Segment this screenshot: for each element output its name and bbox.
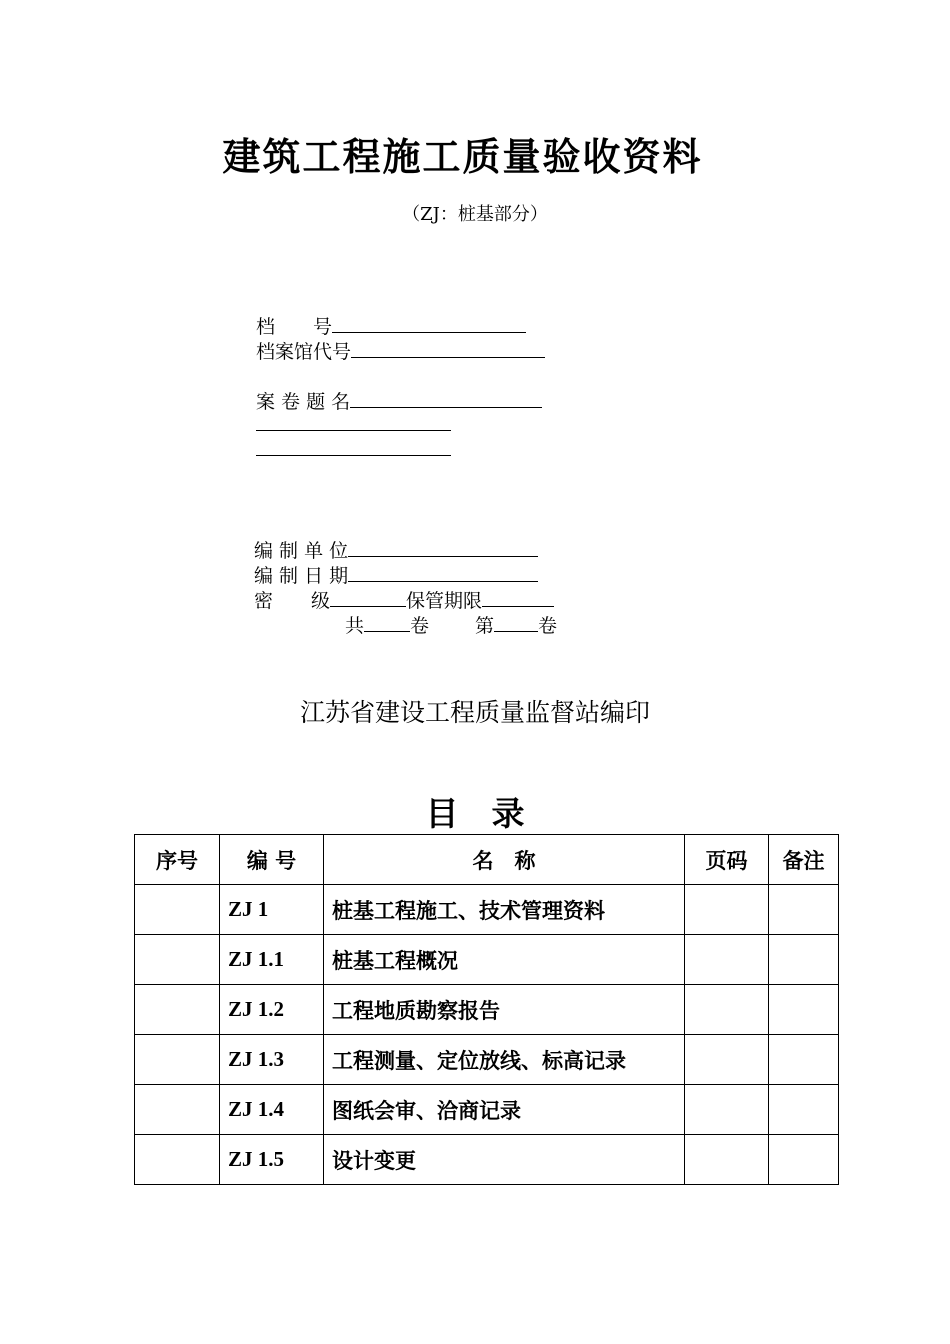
page-cell (685, 985, 769, 1035)
name-cell: 工程测量、定位放线、标高记录 (324, 1035, 685, 1085)
toc-header-row (135, 835, 839, 885)
total-suffix: 卷 (410, 615, 430, 637)
seq-cell (135, 935, 220, 985)
toc-table (134, 834, 839, 1185)
seq-cell (135, 1085, 220, 1135)
index-suffix: 卷 (538, 615, 558, 637)
table-row (135, 985, 839, 1035)
compile-date-label: 编 制 日 期 (254, 565, 349, 587)
document-title: 建筑工程施工质量验收资料 (222, 135, 703, 179)
archive-number-label: 档 号 (256, 316, 333, 338)
security-retention-field (254, 586, 554, 613)
volume-title-field (256, 387, 542, 414)
code-cell: ZJ 1.4 (220, 1085, 324, 1135)
retention-label: 保管期限 (406, 590, 483, 612)
header-code: 编 号 (220, 835, 324, 885)
seq-cell (135, 985, 220, 1035)
note-cell (769, 1035, 839, 1085)
header-note: 备注 (769, 835, 839, 885)
archive-code-label: 档案馆代号 (256, 341, 352, 363)
index-line (494, 611, 538, 632)
note-cell (769, 985, 839, 1035)
compiler-field (254, 536, 538, 563)
archive-number-line (332, 312, 526, 333)
table-row (135, 1085, 839, 1135)
name-cell: 设计变更 (324, 1135, 685, 1185)
security-level-line (330, 586, 406, 607)
page-cell (685, 1035, 769, 1085)
name-cell: 工程地质勘察报告 (324, 985, 685, 1035)
code-cell: ZJ 1.5 (220, 1135, 324, 1185)
table-row (135, 1035, 839, 1085)
name-cell: 桩基工程概况 (324, 935, 685, 985)
code-cell: ZJ 1.1 (220, 935, 324, 985)
volume-title-label: 案 卷 题 名 (256, 391, 351, 413)
volume-title-line-2 (256, 430, 451, 431)
note-cell (769, 885, 839, 935)
note-cell (769, 935, 839, 985)
note-cell (769, 1135, 839, 1185)
security-level-label: 密 级 (254, 590, 331, 612)
header-seq: 序号 (135, 835, 220, 885)
code-cell: ZJ 1.3 (220, 1035, 324, 1085)
table-row (135, 1135, 839, 1185)
index-prefix: 第 (475, 615, 495, 637)
name-cell: 桩基工程施工、技术管理资料 (324, 885, 685, 935)
archive-number-field (256, 312, 526, 339)
note-cell (769, 1085, 839, 1135)
table-row (135, 885, 839, 935)
seq-cell (135, 885, 220, 935)
seq-cell (135, 1135, 220, 1185)
toc-title: 目 录 (425, 794, 525, 833)
header-name: 名 称 (324, 835, 685, 885)
volume-count-field (345, 611, 557, 638)
page-cell (685, 935, 769, 985)
volume-title-line-3 (256, 455, 451, 456)
archive-code-line (351, 337, 545, 358)
total-prefix: 共 (345, 615, 365, 637)
volume-title-line (350, 387, 542, 408)
compile-date-line (348, 561, 538, 582)
seq-cell (135, 1035, 220, 1085)
page-cell (685, 1135, 769, 1185)
page-cell (685, 885, 769, 935)
header-page: 页码 (685, 835, 769, 885)
document-subtitle: （ZJ：桩基部分） (402, 204, 548, 225)
name-cell: 图纸会审、洽商记录 (324, 1085, 685, 1135)
page-cell (685, 1085, 769, 1135)
compiler-line (348, 536, 538, 557)
archive-code-field (256, 337, 545, 364)
code-cell: ZJ 1.2 (220, 985, 324, 1035)
code-cell: ZJ 1 (220, 885, 324, 935)
total-count-line (364, 611, 410, 632)
publisher-text: 江苏省建设工程质量监督站编印 (299, 698, 650, 727)
table-row (135, 935, 839, 985)
compile-date-field (254, 561, 538, 588)
retention-line (482, 586, 554, 607)
compiler-label: 编 制 单 位 (254, 540, 349, 562)
